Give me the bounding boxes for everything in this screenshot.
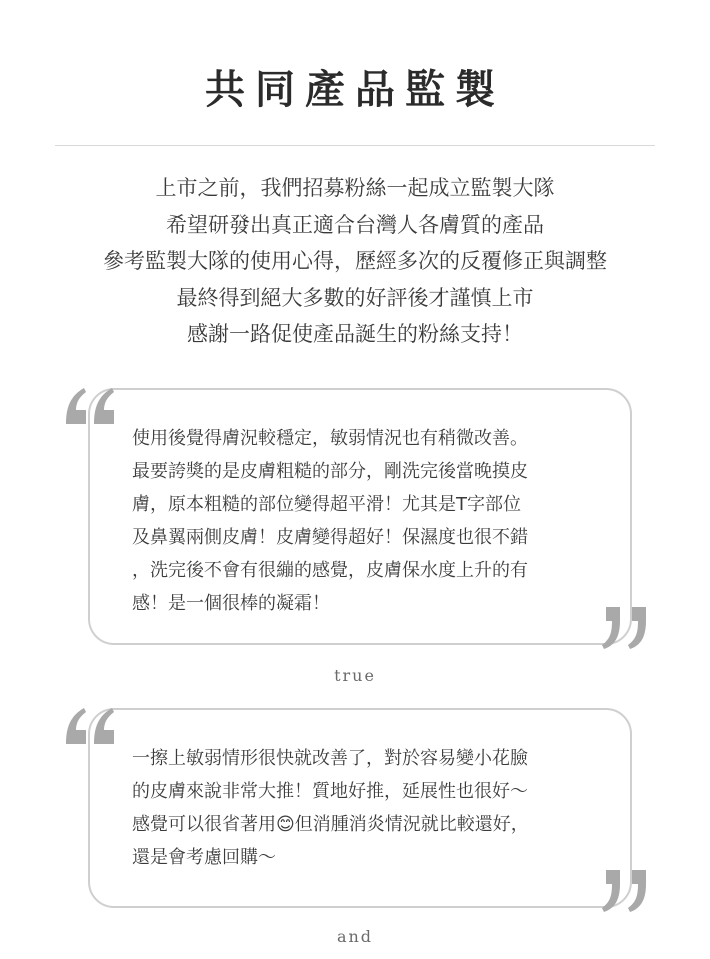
open-quote-icon: [62, 700, 120, 758]
review-line: 的皮膚來說非常大推！質地好推，延展性也很好～: [132, 781, 528, 802]
review-caption: true: [334, 666, 376, 685]
open-quote-icon: [62, 380, 120, 438]
divider: [55, 145, 655, 146]
review-line: 最要誇獎的是皮膚粗糙的部分，剛洗完後當晚摸皮: [132, 461, 528, 482]
review-text: [132, 422, 602, 620]
page-title: 共同產品監製: [205, 66, 505, 113]
intro-line: 希望研發出真正適合台灣人各膚質的產品: [166, 212, 544, 237]
review-line: 一擦上敏弱情形很快就改善了，對於容易變小花臉: [132, 748, 528, 769]
review-line: 還是會考慮回購～: [132, 847, 276, 868]
close-quote-icon: [600, 858, 658, 916]
intro-line: 上市之前，我們招募粉絲一起成立監製大隊: [155, 176, 555, 200]
review-card: [88, 708, 632, 908]
review-line: ，洗完後不會有很繃的感覺，皮膚保水度上升的有: [132, 560, 528, 581]
review-text: [132, 742, 602, 874]
intro-text: [0, 170, 710, 353]
intro-line: 感謝一路促使產品誕生的粉絲支持！: [187, 322, 523, 346]
review-line: 使用後覺得膚況較穩定，敏弱情況也有稍微改善。: [132, 428, 528, 449]
close-quote-icon: [600, 595, 658, 653]
review-line: 及鼻翼兩側皮膚！皮膚變得超好！保濕度也很不錯: [132, 527, 528, 548]
intro-line: 最終得到絕大多數的好評後才謹慎上市: [176, 285, 534, 310]
review-line: 感覺可以很省著用😊但消腫消炎情況就比較還好，: [132, 814, 529, 835]
intro-line: 參考監製大隊的使用心得，歷經多次的反覆修正與調整: [103, 249, 607, 273]
review-caption: and: [336, 927, 374, 946]
review-line: 感！是一個很棒的凝霜！: [132, 593, 330, 614]
review-line: 膚，原本粗糙的部位變得超平滑！尤其是T字部位: [132, 494, 521, 515]
review-card: [88, 388, 632, 645]
